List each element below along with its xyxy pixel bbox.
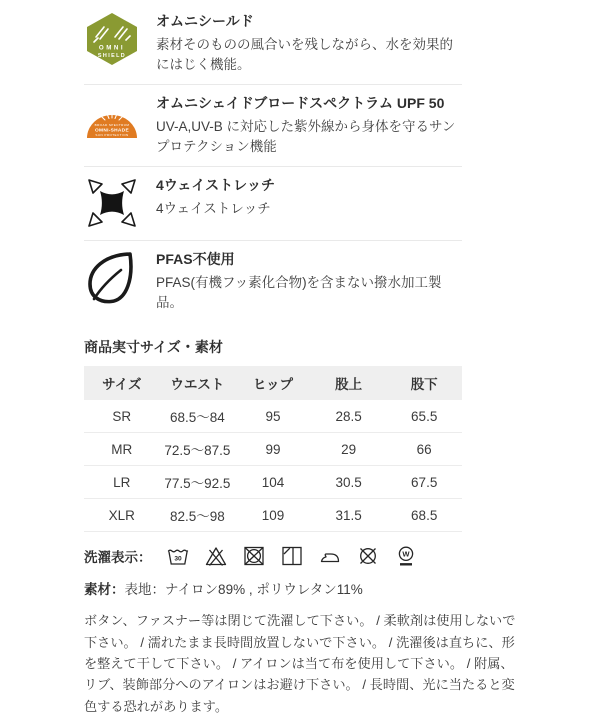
pfas-free-leaf-icon <box>84 249 140 305</box>
col-header-waist: ウエスト <box>160 366 236 400</box>
cell: 67.5 <box>386 466 462 499</box>
cell: 68.5〜84 <box>160 400 236 433</box>
feature-four-way-stretch <box>84 168 522 239</box>
svg-text:SUN PROTECTION: SUN PROTECTION <box>95 133 129 138</box>
material-row <box>84 578 522 598</box>
feature-omni-shield <box>84 4 522 83</box>
cell: 29 <box>311 433 387 466</box>
cell: 82.5〜98 <box>160 499 236 532</box>
iron-icon <box>318 544 342 568</box>
feature-description: 4ウェイストレッチ <box>156 200 271 216</box>
care-icons <box>166 544 418 568</box>
col-header-rise: 股上 <box>311 366 387 400</box>
feature-description: 素材そのものの風合いを残しながら、水を効果的にはじく機能。 <box>156 36 453 72</box>
table-row <box>84 466 462 499</box>
feature-title: オムニシェイドブロードスペクトラム UPF 50 <box>156 95 445 112</box>
cell: 104 <box>235 466 311 499</box>
size-table-header-row <box>84 366 462 400</box>
feature-title: PFAS不使用 <box>156 251 235 268</box>
divider <box>84 84 462 85</box>
cell: 28.5 <box>311 400 387 433</box>
svg-text:BROAD SPECTRUM: BROAD SPECTRUM <box>94 123 130 128</box>
svg-text:W: W <box>401 549 410 559</box>
col-header-size: サイズ <box>84 366 160 400</box>
cell: MR <box>84 433 160 466</box>
omni-shade-badge-icon <box>84 93 140 149</box>
four-way-stretch-icon <box>84 175 140 231</box>
omni-shield-badge-icon <box>84 11 140 67</box>
svg-text:OMNI-SHADE: OMNI-SHADE <box>95 128 129 134</box>
professional-wet-clean-icon <box>394 544 418 568</box>
cell: 31.5 <box>311 499 387 532</box>
care-label: 洗濯表示： <box>84 550 152 566</box>
cell: 66 <box>386 433 462 466</box>
cell: 65.5 <box>386 400 462 433</box>
cell: XLR <box>84 499 160 532</box>
cell: 30.5 <box>311 466 387 499</box>
cell: 95 <box>235 400 311 433</box>
cell: 68.5 <box>386 499 462 532</box>
laundry-care-row <box>84 544 522 568</box>
divider <box>84 240 462 241</box>
cell: 109 <box>235 499 311 532</box>
feature-title: オムニシールド <box>156 13 254 29</box>
cell: 99 <box>235 433 311 466</box>
cell: SR <box>84 400 160 433</box>
feature-title: 4ウェイストレッチ <box>156 177 275 194</box>
svg-text:SHIELD: SHIELD <box>97 53 127 59</box>
size-material-heading: 商品実寸サイズ・素材 <box>84 339 223 356</box>
cell: 72.5〜87.5 <box>160 433 236 466</box>
feature-description: UV-A,UV-B に対応した紫外線から身体を守るサンプロテクション機能 <box>156 118 456 154</box>
wash-30-icon <box>166 544 190 568</box>
table-row <box>84 433 462 466</box>
do-not-dry-clean-icon <box>356 544 380 568</box>
table-row <box>84 499 462 532</box>
col-header-inseam: 股下 <box>386 366 462 400</box>
feature-omni-shade <box>84 86 522 165</box>
cell: LR <box>84 466 160 499</box>
line-dry-in-shade-icon <box>280 544 304 568</box>
table-row <box>84 400 462 433</box>
size-table <box>84 366 462 532</box>
material-label: 素材： <box>84 582 125 598</box>
feature-description: PFAS(有機フッ素化合物)を含まない撥水加工製品。 <box>156 274 442 311</box>
do-not-tumble-dry-icon <box>242 544 266 568</box>
care-notes: ボタン、ファスナー等は閉じて洗濯して下さい。 / 柔軟剤は使用しないで下さい。 / 濡れたまま長時間放置しないで下さい。 / 洗濯後は直ちに、形を整えて干して下さい。 / アイロンは当て布を使用して下さい。 / 附属、リブ、装飾部分へのアイロンはお避け下さい。 / 長時間、光に当たると変色する恐れがあります。 <box>84 613 516 714</box>
material-value: 表地：ナイロン89% , ポリウレタン11% <box>124 582 363 598</box>
do-not-bleach-icon <box>204 544 228 568</box>
col-header-hip: ヒップ <box>235 366 311 400</box>
divider <box>84 166 462 167</box>
svg-text:30: 30 <box>173 555 182 563</box>
feature-pfas-free <box>84 242 522 321</box>
cell: 77.5〜92.5 <box>160 466 236 499</box>
svg-text:OMNI: OMNI <box>98 44 126 52</box>
